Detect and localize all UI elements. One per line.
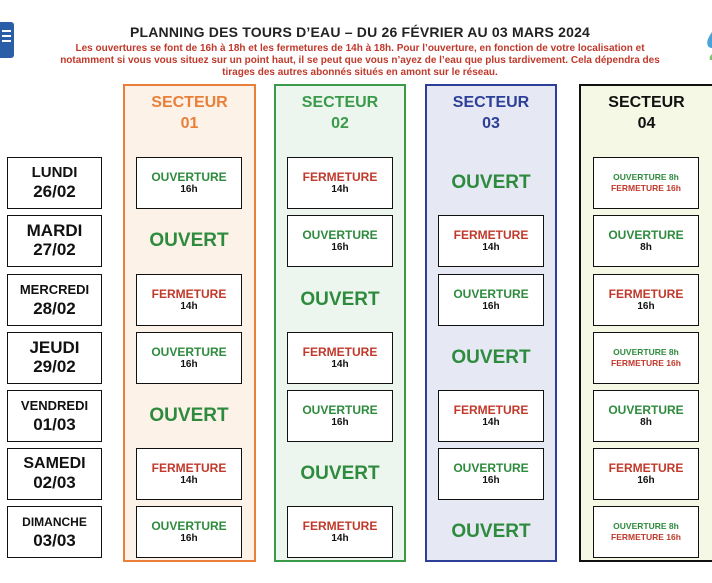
- event-time: 16h: [331, 417, 349, 428]
- schedule-cell-closing: [287, 332, 393, 384]
- day-date: 02/03: [33, 473, 76, 492]
- day-name: MARDI: [26, 221, 83, 240]
- day-name: VENDREDI: [20, 398, 89, 413]
- event-time: 16h: [482, 475, 500, 486]
- event-time: 14h: [482, 242, 500, 253]
- opening-time: OUVERTURE 8h: [613, 347, 679, 357]
- day-date: 27/02: [33, 240, 76, 259]
- event-label: OUVERTURE: [608, 403, 684, 417]
- closing-time: FERMETURE 16h: [611, 358, 681, 368]
- water-utility-logo: [0, 22, 14, 58]
- event-time: 16h: [180, 184, 198, 195]
- event-time: 16h: [180, 533, 198, 544]
- event-label: OUVERTURE: [453, 287, 529, 301]
- sector-04-title: [581, 92, 712, 134]
- event-time: 16h: [637, 301, 655, 312]
- schedule-cell-opening: [287, 215, 393, 267]
- event-label: OUVERTURE: [453, 461, 529, 475]
- schedule-cell-closing: [136, 274, 242, 326]
- day-date: 03/03: [33, 531, 76, 550]
- status-open-label: OUVERT: [149, 405, 229, 426]
- event-label: FERMETURE: [608, 287, 684, 301]
- schedule-cell-closing: [287, 506, 393, 558]
- schedule-cell-closing: [136, 448, 242, 500]
- event-time: 16h: [180, 359, 198, 370]
- schedule-cell-closing: [438, 390, 544, 442]
- day-name: MERCREDI: [19, 282, 90, 297]
- event-label: OUVERTURE: [151, 170, 227, 184]
- event-label: FERMETURE: [302, 170, 378, 184]
- schedule-cell-opening: [287, 390, 393, 442]
- event-time: 8h: [640, 242, 652, 253]
- event-label: FERMETURE: [608, 461, 684, 475]
- event-label: OUVERTURE: [151, 519, 227, 533]
- day-name: DIMANCHE: [22, 515, 87, 529]
- status-open-label: OUVERT: [451, 347, 531, 368]
- status-open-label: OUVERT: [300, 289, 380, 310]
- event-time: 16h: [637, 475, 655, 486]
- event-label: FERMETURE: [302, 345, 378, 359]
- event-label: OUVERTURE: [608, 228, 684, 242]
- day-label-samedi: [7, 448, 102, 500]
- day-label-jeudi: [7, 332, 102, 384]
- info-note-line: Les ouvertures se font de 16h à 18h et les fermetures de 14h à 18h. Pour l’ouverture, en fonction de votre localisation et: [75, 43, 645, 54]
- schedule-cell-closing: [593, 274, 699, 326]
- event-time: 8h: [640, 417, 652, 428]
- opening-time: OUVERTURE 8h: [613, 521, 679, 531]
- day-date: 28/02: [33, 299, 76, 318]
- day-name: JEUDI: [29, 338, 80, 357]
- day-date: 29/02: [33, 357, 76, 376]
- info-note: [30, 43, 690, 79]
- status-open-label: OUVERT: [451, 521, 531, 542]
- schedule-cell-opening: [438, 274, 544, 326]
- event-time: 14h: [482, 417, 500, 428]
- event-time: 14h: [331, 359, 349, 370]
- schedule-cell-open-close: [593, 157, 699, 209]
- info-note-line: notamment si vous vous situez sur un point haut, il se peut que vous n’ayez de l’eau que plus tardivement. Cela dépendra des: [60, 55, 660, 66]
- sector-number: 02: [331, 115, 349, 132]
- event-label: FERMETURE: [302, 519, 378, 533]
- schedule-cell-opening: [593, 390, 699, 442]
- sector-label: SECTEUR: [452, 94, 530, 111]
- event-label: FERMETURE: [151, 287, 227, 301]
- day-label-lundi: [7, 157, 102, 209]
- schedule-cell-open-close: [593, 332, 699, 384]
- event-label: OUVERTURE: [302, 403, 378, 417]
- event-time: 16h: [331, 242, 349, 253]
- sector-number: 01: [180, 115, 199, 132]
- opening-time: OUVERTURE 8h: [613, 172, 679, 182]
- day-label-mardi: [7, 215, 102, 267]
- closing-time: FERMETURE 16h: [611, 183, 681, 193]
- day-label-vendredi: [7, 390, 102, 442]
- status-open-label: OUVERT: [451, 172, 531, 193]
- page-title: PLANNING DES TOURS D’EAU – DU 26 FÉVRIER AU 03 MARS 2024: [129, 24, 591, 40]
- schedule-cell-opening: [438, 448, 544, 500]
- event-time: 14h: [331, 184, 349, 195]
- event-time: 14h: [331, 533, 349, 544]
- event-label: OUVERTURE: [302, 228, 378, 242]
- sector-label: SECTEUR: [151, 94, 228, 111]
- schedule-cell-closing: [593, 448, 699, 500]
- schedule-cell-opening: [136, 506, 242, 558]
- day-name: LUNDI: [31, 164, 78, 181]
- day-date: 26/02: [33, 182, 76, 201]
- event-time: 14h: [180, 301, 198, 312]
- schedule-cell-opening: [136, 332, 242, 384]
- water-drop-icon: [702, 26, 712, 66]
- sector-01-title: [125, 92, 254, 134]
- event-label: FERMETURE: [151, 461, 227, 475]
- event-label: FERMETURE: [453, 403, 529, 417]
- event-label: OUVERTURE: [151, 345, 227, 359]
- day-date: 01/03: [33, 415, 76, 434]
- day-label-dimanche: [7, 506, 102, 558]
- sector-label: SECTEUR: [301, 94, 379, 111]
- schedule-cell-closing: [438, 215, 544, 267]
- closing-time: FERMETURE 16h: [611, 532, 681, 542]
- schedule-cell-open-close: [593, 506, 699, 558]
- sector-number: 03: [482, 115, 500, 132]
- sector-02-title: [276, 92, 404, 134]
- schedule-cell-opening: [136, 157, 242, 209]
- event-time: 14h: [180, 475, 198, 486]
- schedule-cell-closing: [287, 157, 393, 209]
- day-label-mercredi: [7, 274, 102, 326]
- status-open-label: OUVERT: [300, 463, 380, 484]
- day-name: SAMEDI: [23, 455, 86, 472]
- event-label: FERMETURE: [453, 228, 529, 242]
- sector-label: SECTEUR: [608, 94, 685, 111]
- schedule-cell-opening: [593, 215, 699, 267]
- info-note-line: tirages des autres abonnés situés en amont sur le réseau.: [222, 67, 498, 78]
- status-open-label: OUVERT: [149, 230, 229, 251]
- sector-03-title: [427, 92, 555, 134]
- event-time: 16h: [482, 301, 500, 312]
- sector-number: 04: [637, 115, 656, 132]
